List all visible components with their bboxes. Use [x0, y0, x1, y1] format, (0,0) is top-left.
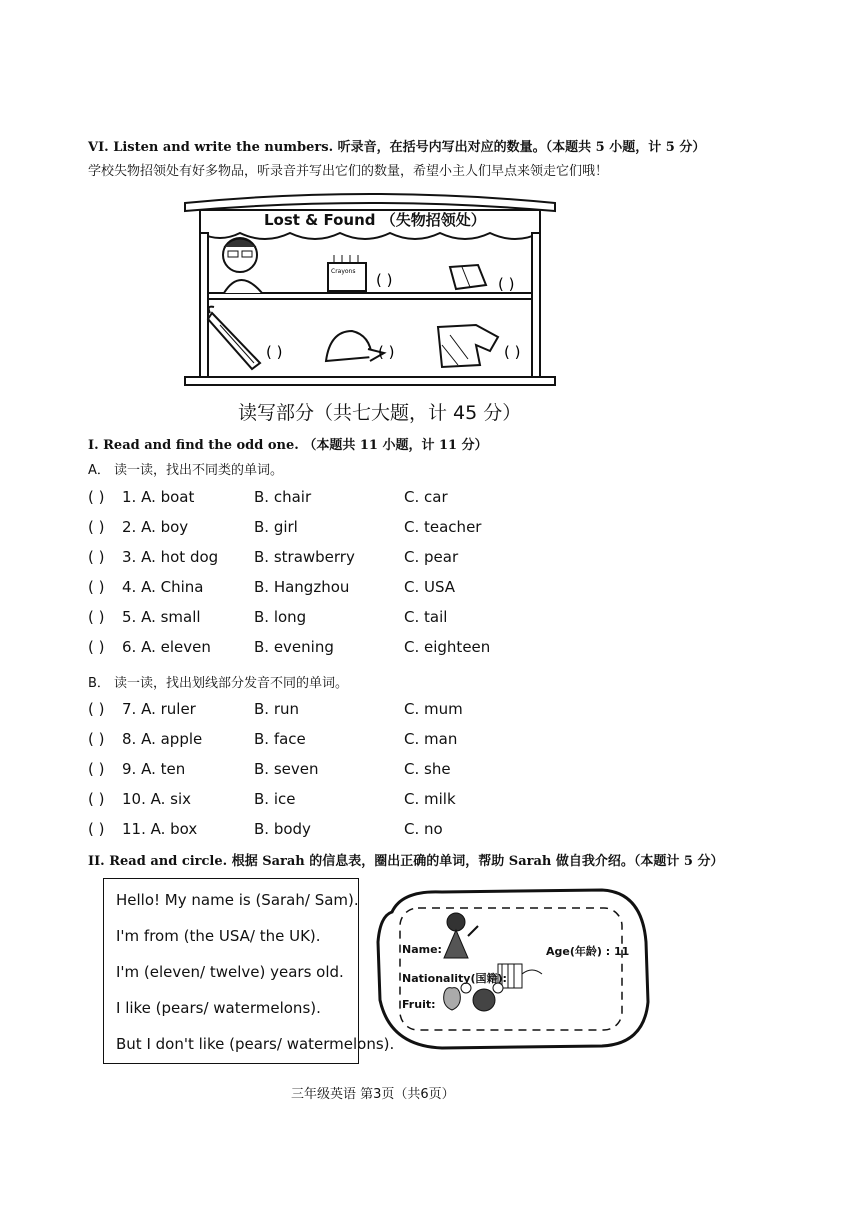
- option-b: B. seven: [254, 760, 319, 778]
- section-6-description: 学校失物招领处有好多物品，听录音并写出它们的数量，希望小主人们早点来领走它们哦！: [88, 164, 609, 179]
- blank-cap: ( ): [378, 343, 395, 361]
- section-2-title: II. Read and circle. 根据 Sarah 的信息表，圈出正确的单词，帮助 Sarah 做自我介绍。（本题计 5 分）: [88, 854, 724, 869]
- answer-blank[interactable]: ( ): [88, 488, 105, 506]
- boy-icon: [223, 238, 262, 293]
- option-c: C. car: [404, 488, 448, 506]
- self-introduction-box: [103, 878, 395, 1064]
- intro-line-1: Hello! My name is (Sarah/ Sam).: [116, 891, 359, 909]
- intro-line-2: I'm from (the USA/ the UK).: [116, 927, 321, 945]
- option-c: C. eighteen: [404, 638, 491, 656]
- page-footer: 三年级英语 第3页（共6页）: [291, 1087, 455, 1102]
- reading-writing-part-title: 读写部分（共七大题，计 45 分）: [238, 402, 522, 424]
- blank-umbrella: ( ): [266, 343, 283, 361]
- answer-blank[interactable]: ( ): [88, 760, 105, 778]
- answer-blank[interactable]: ( ): [88, 548, 105, 566]
- blank-shirt: ( ): [504, 343, 521, 361]
- card-name-label: Name:: [402, 943, 442, 956]
- option-b: B. girl: [254, 518, 298, 536]
- option-a: 10. A. six: [122, 790, 192, 808]
- answer-blank[interactable]: ( ): [88, 638, 105, 656]
- option-a: 11. A. box: [122, 820, 198, 838]
- intro-line-4: I like (pears/ watermelons).: [116, 999, 321, 1017]
- section-1-title: I. Read and find the odd one. （本题共 11 小题，计 11 分）: [88, 438, 488, 453]
- blank-crayons: ( ): [376, 271, 393, 289]
- option-c: C. milk: [404, 790, 456, 808]
- option-a: 3. A. hot dog: [122, 548, 219, 566]
- answer-blank[interactable]: ( ): [88, 700, 105, 718]
- option-c: C. pear: [404, 548, 459, 566]
- option-b: B. face: [254, 730, 306, 748]
- intro-line-5: But I don't like (pears/ watermelons).: [116, 1035, 395, 1053]
- option-a: 5. A. small: [122, 608, 201, 626]
- cap-icon: [326, 331, 384, 361]
- option-c: C. mum: [404, 700, 463, 718]
- option-c: C. she: [404, 760, 451, 778]
- option-c: C. no: [404, 820, 443, 838]
- answer-blank[interactable]: ( ): [88, 790, 105, 808]
- option-b: B. Hangzhou: [254, 578, 350, 596]
- option-a: 1. A. boat: [122, 488, 195, 506]
- answer-blank[interactable]: ( ): [88, 518, 105, 536]
- part-b-label: B． 读一读，找出划线部分发音不同的单词。: [88, 676, 349, 691]
- option-c: C. USA: [404, 578, 456, 596]
- crayons-icon: [328, 255, 366, 291]
- crayons-box-label: Crayons: [331, 268, 356, 275]
- option-b: B. evening: [254, 638, 334, 656]
- lost-and-found-sign: Lost & Found （失物招领处）: [264, 211, 486, 229]
- option-a: 2. A. boy: [122, 518, 189, 536]
- option-b: B. strawberry: [254, 548, 355, 566]
- option-a: 9. A. ten: [122, 760, 186, 778]
- card-nationality-label: Nationality(国籍):: [402, 972, 507, 985]
- option-c: C. man: [404, 730, 458, 748]
- option-a: 6. A. eleven: [122, 638, 211, 656]
- option-b: B. chair: [254, 488, 312, 506]
- answer-blank[interactable]: ( ): [88, 730, 105, 748]
- shirt-icon: [438, 325, 498, 367]
- option-b: B. ice: [254, 790, 296, 808]
- option-a: 7. A. ruler: [122, 700, 196, 718]
- option-a: 8. A. apple: [122, 730, 203, 748]
- sarah-info-card: [372, 882, 652, 1054]
- option-b: B. run: [254, 700, 300, 718]
- option-c: C. tail: [404, 608, 448, 626]
- card-age-label: Age(年龄) : 11: [546, 945, 630, 958]
- option-b: B. long: [254, 608, 307, 626]
- card-fruit-label: Fruit:: [402, 998, 436, 1011]
- option-b: B. body: [254, 820, 311, 838]
- part-a-label: A． 读一读，找出不同类的单词。: [88, 463, 284, 478]
- option-a: 4. A. China: [122, 578, 204, 596]
- answer-blank[interactable]: ( ): [88, 608, 105, 626]
- blank-eraser: ( ): [498, 275, 515, 293]
- eraser-icon: [450, 265, 486, 289]
- answer-blank[interactable]: ( ): [88, 820, 105, 838]
- option-c: C. teacher: [404, 518, 482, 536]
- intro-line-3: I'm (eleven/ twelve) years old.: [116, 963, 344, 981]
- section-6-title: VI. Listen and write the numbers. 听录音，在括号内写出对应的数量。（本题共 5 小题，计 5 分）: [88, 140, 706, 155]
- answer-blank[interactable]: ( ): [88, 578, 105, 596]
- umbrella-icon: [208, 307, 260, 369]
